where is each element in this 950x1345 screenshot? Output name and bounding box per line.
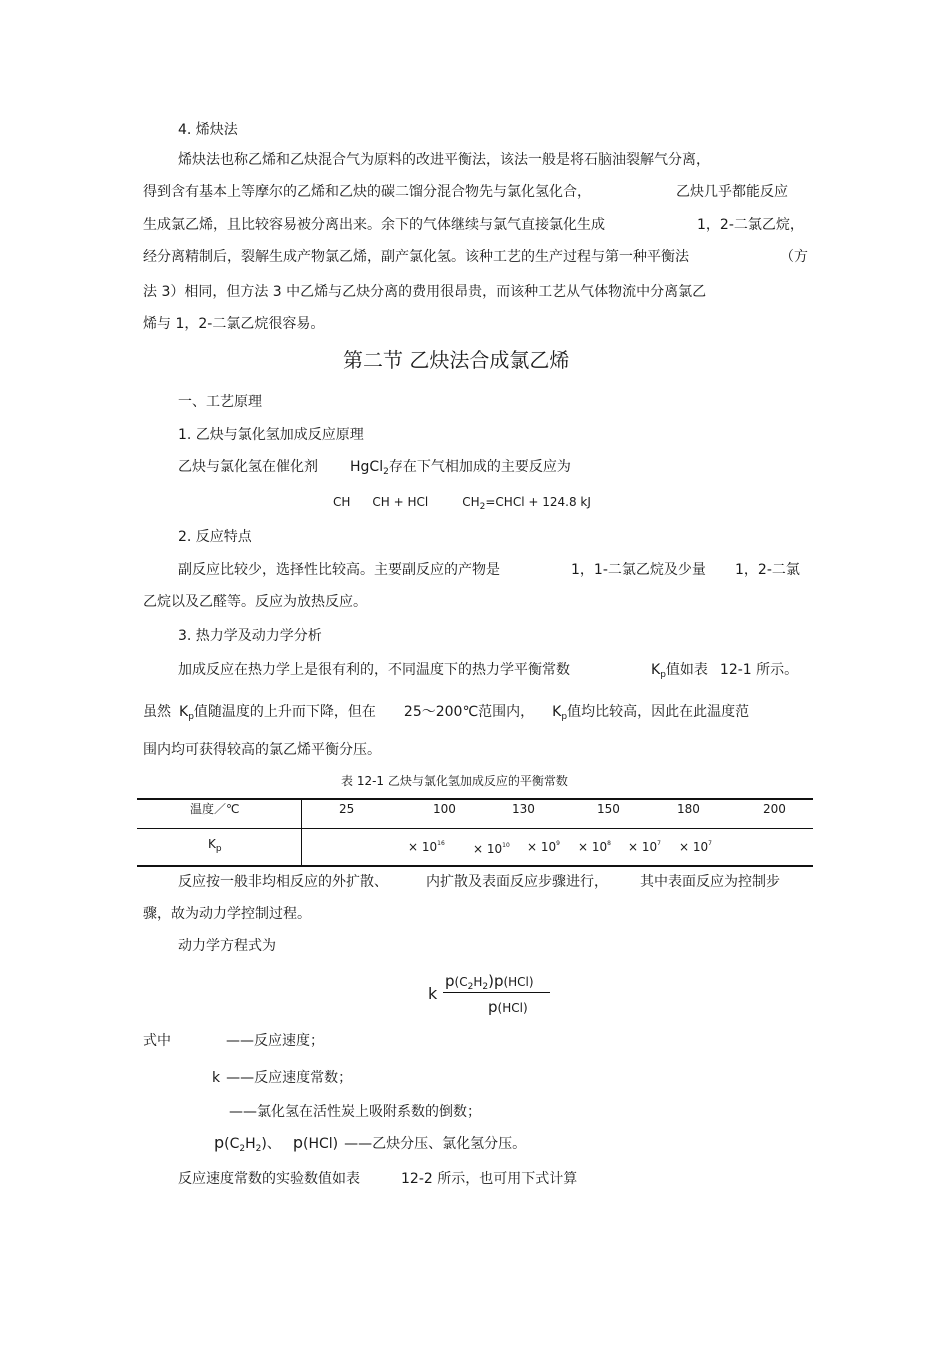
paragraph-line — [143, 703, 749, 726]
table-header-cell: 100 — [433, 802, 456, 816]
subsection-heading: 3. 热力学及动力学分析 — [178, 628, 322, 644]
paragraph-line: 骤，故为动力学控制过程。 — [143, 906, 311, 922]
table-header-label: 温度／℃ — [190, 802, 240, 816]
text-run: 值随温度的上升而下降，但在 — [193, 704, 376, 720]
subsection-heading: 2. 反应特点 — [178, 529, 252, 545]
paragraph-line: 1，1-二氯乙烷及少量 — [571, 562, 706, 578]
paragraph-line: 动力学方程式为 — [178, 938, 276, 954]
formula-denominator — [488, 998, 528, 1016]
paragraph-line: 经分离精制后，裂解生成产物氯乙烯，副产氯化氢。该种工艺的生产过程与第一种平衡法 — [143, 249, 689, 265]
text-run: )p — [488, 972, 504, 990]
superscript: 9 — [556, 840, 560, 847]
paragraph-line: 反应按一般非均相反应的外扩散、 — [178, 874, 388, 890]
text-run: )、 — [261, 1136, 281, 1152]
table-header-cell: 130 — [512, 802, 535, 816]
subscript: 2 — [255, 1144, 262, 1154]
notation-item — [214, 1134, 526, 1158]
text-run: p — [445, 972, 455, 990]
paragraph-line: 1，2-二氯 — [735, 562, 800, 578]
paragraph-line: 内扩散及表面反应步骤进行， — [426, 874, 608, 890]
text-run: 12-1 所示。 — [719, 662, 799, 678]
text-run: (C — [224, 1136, 240, 1152]
paragraph-line: 1，2-二氯乙烷， — [697, 217, 804, 233]
paragraph-line: 反应速度常数的实验数值如表 — [178, 1171, 360, 1187]
subscript: 2 — [383, 467, 389, 477]
text-run: K — [179, 704, 189, 720]
subscript: 2 — [239, 1144, 246, 1154]
text-run: (C — [454, 975, 468, 989]
subscript: 2 — [482, 982, 489, 992]
table-cell — [578, 836, 611, 855]
text-run: K — [552, 704, 562, 720]
eq-term: CH + HCl — [372, 495, 429, 509]
table-header-cell: 25 — [339, 802, 355, 816]
text-run: K — [208, 837, 216, 851]
text-run: p — [214, 1133, 225, 1152]
subsection-heading: 1. 乙炔与氯化氢加成反应原理 — [178, 427, 364, 443]
table-row-label — [208, 836, 222, 857]
paragraph-line: 加成反应在热力学上是很有利的，不同温度下的热力学平衡常数 — [178, 662, 570, 678]
text-run: 虽然 — [143, 704, 171, 720]
paragraph-line: 乙烷以及乙醛等。反应为放热反应。 — [143, 594, 367, 610]
paragraph-line: 烯与 1，2-二氯乙烷很容易。 — [143, 316, 325, 332]
text-run: HgCl — [350, 459, 384, 475]
superscript: 16 — [437, 840, 445, 847]
text-run: H — [473, 975, 483, 989]
formula-k: k — [428, 984, 438, 1003]
subscript: 2 — [467, 982, 474, 992]
paragraph-line: 12-2 所示，也可用下式计算 — [401, 1171, 578, 1187]
table-header-cell: 180 — [677, 802, 700, 816]
text-run: ——乙炔分压、氯化氢分压。 — [344, 1136, 527, 1152]
table-caption: 表 12-1 乙炔与氯化氢加成反应的平衡常数 — [341, 774, 568, 788]
table-bottom-rule — [137, 865, 813, 867]
notation-item: ——反应速度； — [226, 1033, 324, 1049]
text-run: 存在下气相加成的主要反应为 — [388, 459, 571, 475]
paragraph-line: 乙炔几乎都能反应 — [676, 184, 788, 200]
notation-item: ——氯化氢在活性炭上吸附系数的倒数； — [229, 1104, 481, 1120]
subsection-heading: 一、工艺原理 — [178, 394, 262, 410]
paragraph-line: 得到含有基本上等摩尔的乙烯和乙炔的碳二馏分混合物先与氯化氢化合， — [143, 184, 591, 200]
paragraph-line: 法 3）相同，但方法 3 中乙烯与乙炔分离的费用很昂贵，而该种工艺从气体物流中分离氯乙 — [143, 284, 707, 300]
subscript: p — [561, 712, 568, 722]
paragraph-line: 生成氯乙烯，且比较容易被分离出来。余下的气体继续与氯气直接氯化生成 — [143, 217, 605, 233]
table-top-rule — [137, 798, 813, 800]
text-run: ——反应速度常数； — [226, 1070, 353, 1086]
table-column-divider — [301, 800, 302, 865]
text-run: 值均比较高，因此在此温度范 — [567, 704, 750, 720]
superscript: 10 — [502, 842, 510, 849]
section-title: 第二节 乙炔法合成氯乙烯 — [343, 348, 570, 372]
reaction-equation — [333, 493, 591, 516]
catalyst-formula — [350, 459, 389, 475]
table-cell — [473, 838, 510, 857]
text-run: × 10 — [473, 842, 503, 856]
notation-item — [212, 1069, 352, 1087]
eq-term: =CHCl + 124.8 kJ — [485, 495, 591, 509]
subscript: 2 — [479, 502, 486, 512]
paragraph-line: 副反应比较少，选择性比较高。主要副反应的产物是 — [178, 562, 500, 578]
text-run: × 10 — [628, 840, 658, 854]
subscript: p — [215, 844, 222, 854]
notation-label: 式中 — [143, 1033, 171, 1049]
text-run: K — [651, 662, 661, 678]
text-run: k — [212, 1070, 221, 1086]
paragraph-line: （方 — [780, 249, 808, 265]
paragraph-line: 围内均可获得较高的氯乙烯平衡分压。 — [143, 742, 381, 758]
paragraph-line: 烯炔法也称乙烯和乙炔混合气为原料的改进平衡法，该法一般是将石脑油裂解气分离， — [178, 152, 710, 168]
text-run: × 10 — [408, 840, 438, 854]
table-mid-rule — [137, 828, 813, 829]
superscript: 7 — [708, 840, 712, 847]
table-cell — [408, 836, 445, 855]
text-run: × 10 — [527, 840, 557, 854]
formula-numerator — [445, 972, 534, 992]
eq-term: CH — [462, 495, 480, 509]
table-header-cell: 150 — [597, 802, 620, 816]
table-cell — [679, 836, 712, 855]
text-run: × 10 — [679, 840, 709, 854]
text-run: 25～200℃范围内， — [403, 704, 535, 720]
paragraph-line — [651, 661, 798, 684]
table-header-cell: 200 — [763, 802, 786, 816]
subscript: p — [660, 670, 666, 680]
section-heading: 4. 烯炔法 — [178, 122, 238, 138]
text-run: 乙炔与氯化氢在催化剂 — [178, 459, 318, 475]
text-run: (HCl) — [503, 975, 534, 989]
text-run: 值如表 — [665, 662, 708, 678]
fraction-bar — [443, 992, 550, 993]
text-run: H — [245, 1136, 256, 1152]
paragraph-line: 其中表面反应为控制步 — [640, 874, 780, 890]
table-cell — [527, 836, 560, 855]
text-run: p — [488, 998, 498, 1016]
text-run: (HCl) — [497, 1001, 528, 1015]
paragraph-line — [178, 458, 571, 481]
text-run: × 10 — [578, 840, 608, 854]
subscript: p — [188, 712, 194, 722]
text-run: (HCl) — [303, 1136, 339, 1152]
table-cell — [628, 836, 661, 855]
superscript: 8 — [607, 840, 611, 847]
superscript: 7 — [657, 840, 661, 847]
eq-term: CH — [333, 495, 351, 509]
text-run: p — [292, 1133, 304, 1152]
